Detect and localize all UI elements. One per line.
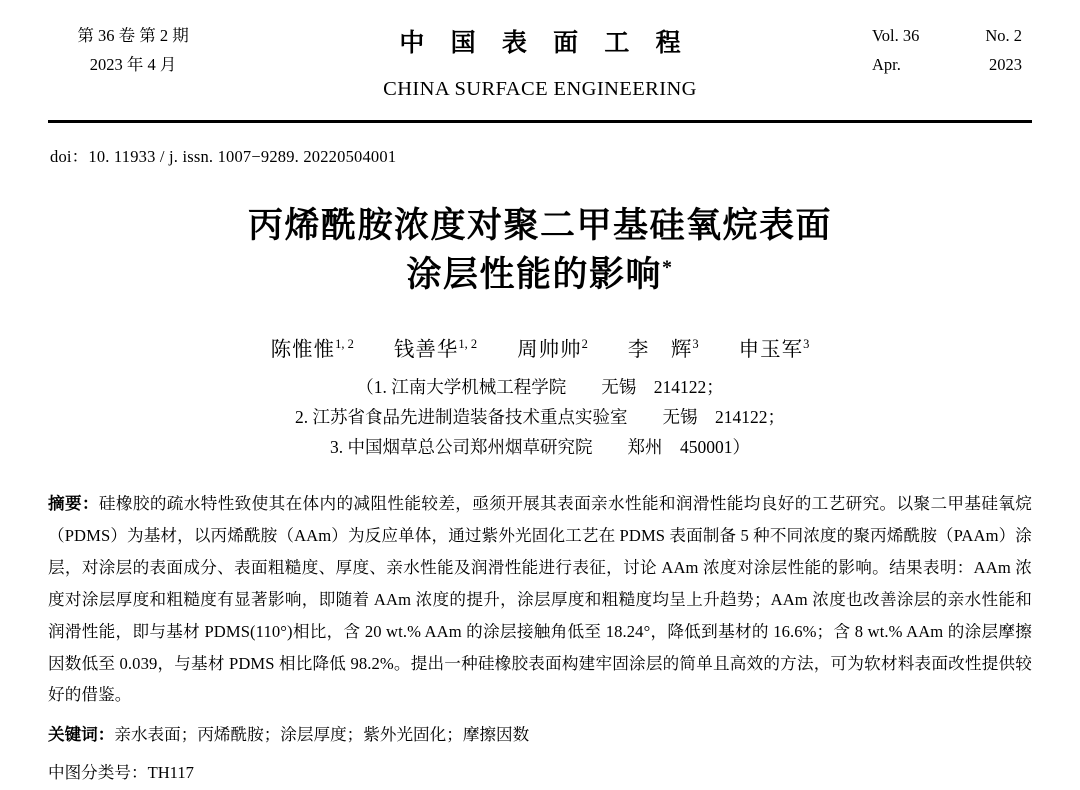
masthead (48, 22, 1032, 108)
abstract-label: 摘要： (48, 494, 99, 514)
masthead-right (872, 22, 1022, 80)
author-affil-ref: 3 (803, 337, 810, 352)
journal-title-en: CHINA SURFACE ENGINEERING (383, 77, 697, 100)
issue-date-cn: 2023 年 4 月 (89, 54, 177, 74)
clc-value: TH117 (147, 762, 194, 782)
masthead-divider (48, 120, 1032, 123)
author-entry (739, 339, 810, 361)
title-footnote-marker: * (662, 256, 674, 279)
keywords-text: 亲水表面；丙烯酰胺；涂层厚度；紫外光固化；摩擦因数 (114, 725, 530, 745)
author-entry (628, 339, 699, 361)
author-entry (517, 339, 588, 361)
masthead-center (208, 22, 872, 108)
clc-block (48, 757, 1032, 789)
author-list (48, 332, 1032, 362)
author-entry (394, 339, 477, 361)
author-name: 陈惟惟 (270, 339, 336, 361)
author-affil-ref: 1, 2 (335, 337, 354, 352)
year-en: 2023 (989, 54, 1022, 74)
affiliation-item: （1. 江南大学机械工程学院 无锡 214122； (356, 377, 724, 397)
title-line-2-wrap (48, 250, 1032, 300)
page-title (48, 201, 1032, 300)
author-name: 周帅帅 (517, 339, 582, 361)
title-line-2: 涂层性能的影响 (406, 255, 662, 295)
volume-en: Vol. 36 (872, 26, 920, 45)
keywords-label: 关键词： (48, 725, 115, 745)
volume-issue: 第 36 卷 第 2 期 (77, 26, 189, 45)
abstract-block (48, 488, 1032, 711)
author-name: 钱善华 (393, 339, 459, 361)
author-affil-ref: 3 (692, 337, 699, 352)
keywords-block (48, 719, 1032, 751)
clc-label: 中图分类号： (48, 762, 148, 782)
author-affil-ref: 1, 2 (458, 337, 478, 352)
author-affil-ref: 2 (581, 337, 588, 352)
affiliation-list (48, 372, 1032, 462)
author-entry (271, 339, 354, 361)
masthead-left (58, 22, 208, 80)
affiliation-item: 2. 江苏省食品先进制造装备技术重点实验室 无锡 214122； (295, 407, 785, 428)
author-name: 申玉军 (738, 339, 804, 361)
abstract-text: 硅橡胶的疏水特性致使其在体内的减阻性能较差，亟须开展其表面亲水性能和润滑性能均良好的工艺研究。以聚二甲基硅氧烷（PDMS）为基材，以丙烯酰胺（AAm）为反应单体，通过紫外光固化工艺在 PDMS 表面制备 5 种不同浓度的聚丙烯酰胺（PAAm）涂层，对涂层的表面成分、表面粗糙度、厚度、亲水性能及润滑性能进行表征，讨论 AAm 浓度对涂层性能的影响。结果表明：AAm 浓度对涂层厚度和粗糙度有显著影响，即随着 AAm 浓度的提升，涂层厚度和粗糙度均呈上升趋势；AAm 浓度也改善涂层的亲水性能和润滑性能，即与基材 PDMS(110°)相比，含 20 wt.% AAm 的涂层接触角低至 18.24°，降低到基材的 16.6%；含 8 wt.% AAm 的涂层摩擦因数低至 0.039，与基材 PDMS 相比降低 98.2%。提出一种硅橡胶表面构建牢固涂层的简单且高效的方法，可为软材料表面改性提供较好的借鉴。 (48, 494, 1032, 705)
title-line-1: 丙烯酰胺浓度对聚二甲基硅氧烷表面 (247, 205, 832, 245)
affiliation-item: 3. 中国烟草总公司郑州烟草研究院 郑州 450001） (330, 437, 750, 458)
journal-title-cn: 中 国 表 面 工 程 (399, 30, 691, 57)
doi-line: doi：10. 11933 / j. issn. 1007−9289. 20220504001 (50, 146, 397, 166)
number-en: No. 2 (985, 26, 1022, 45)
author-name: 李 辉 (627, 339, 693, 361)
month-en: Apr. (872, 54, 901, 74)
